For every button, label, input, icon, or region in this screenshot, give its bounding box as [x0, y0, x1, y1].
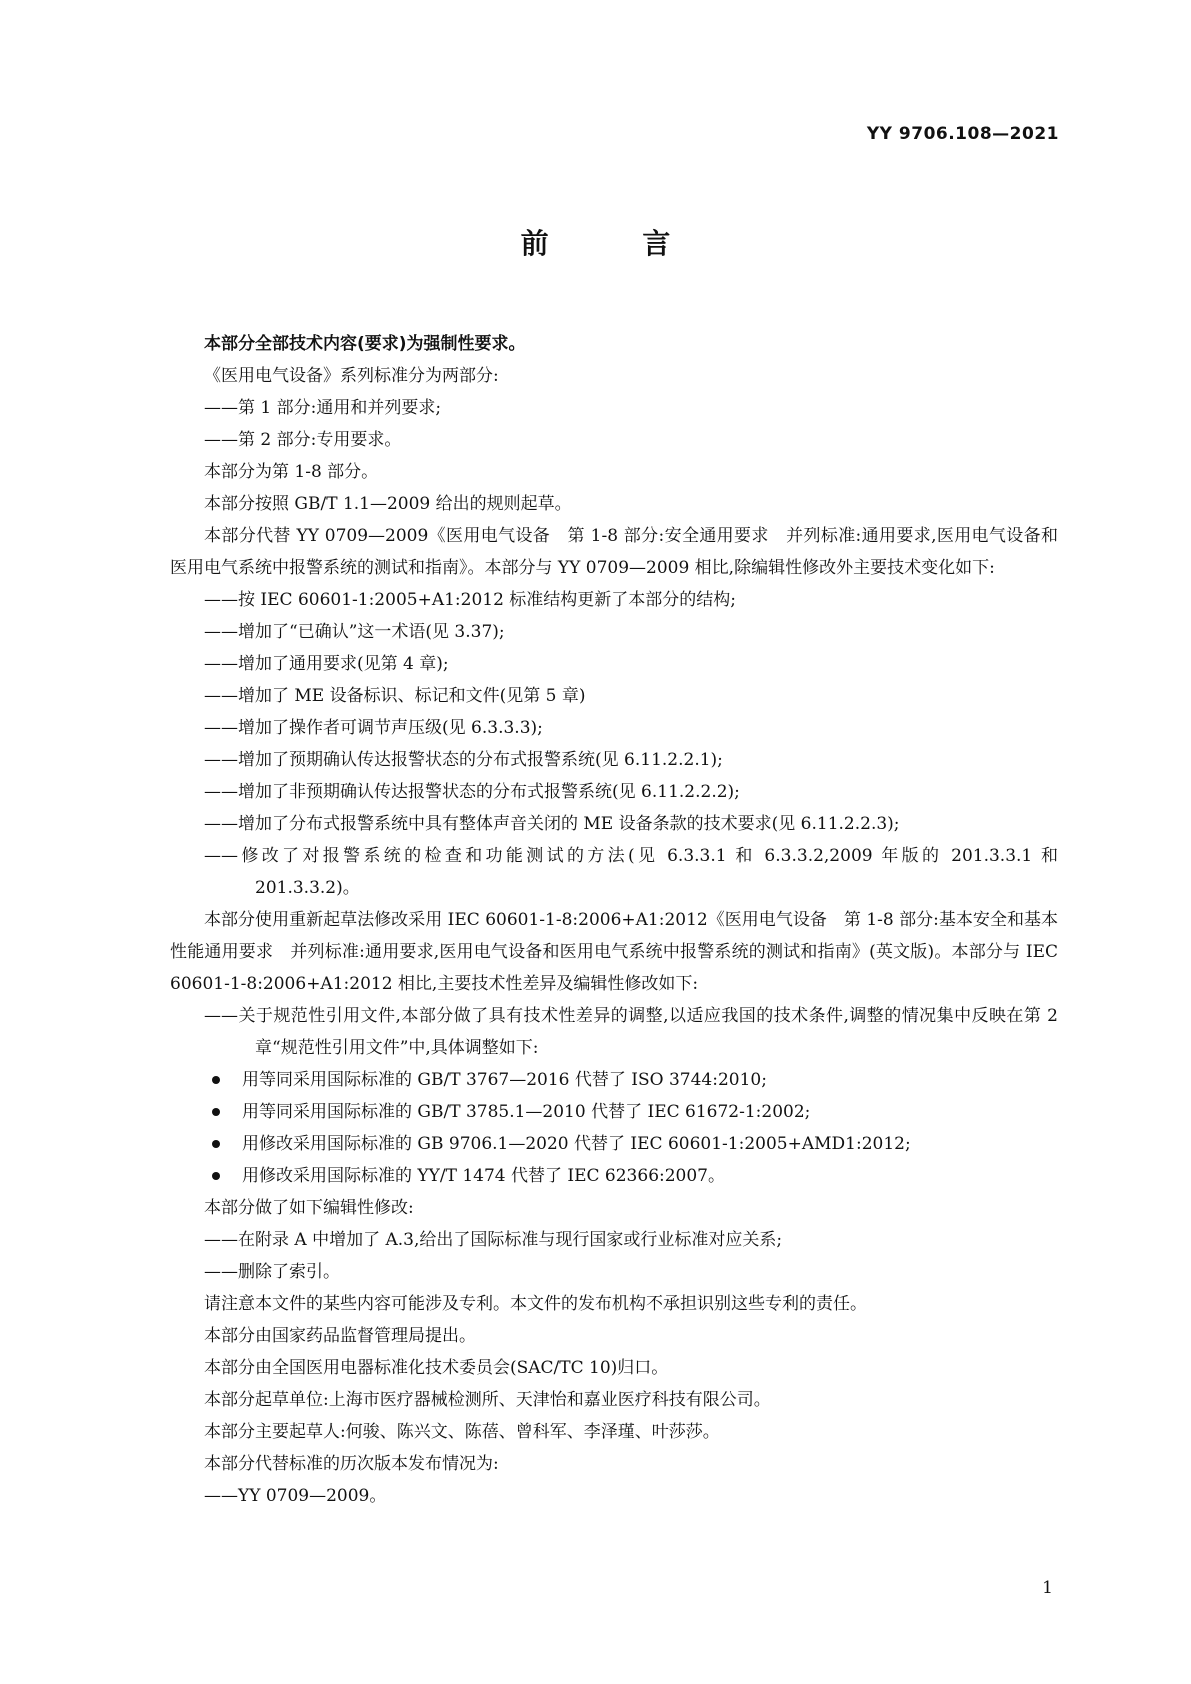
dash-list-item — [170, 584, 1058, 616]
dash-list-item — [170, 712, 1058, 744]
paragraph-text: ——增加了非预期确认传达报警状态的分布式报警系统(见 6.11.2.2.2); — [204, 782, 740, 802]
bullet-dot-icon — [212, 1076, 220, 1084]
paragraph-text: 本部分按照 GB/T 1.1—2009 给出的规则起草。 — [204, 494, 572, 514]
page-number: 1 — [1042, 1578, 1053, 1598]
paragraph-text: ——增加了通用要求(见第 4 章); — [204, 654, 449, 674]
paragraph — [170, 1448, 1058, 1480]
dash-list-item — [170, 1256, 1058, 1288]
mandatory-statement — [170, 328, 1058, 360]
paragraph — [170, 1384, 1058, 1416]
paragraph — [170, 488, 1058, 520]
paragraph-text: 本部分起草单位:上海市医疗器械检测所、天津怡和嘉业医疗科技有限公司。 — [204, 1390, 771, 1410]
paragraph-text: ——在附录 A 中增加了 A.3,给出了国际标准与现行国家或行业标准对应关系; — [204, 1230, 783, 1250]
dash-list-item — [170, 648, 1058, 680]
bullet-list-item — [170, 1160, 1058, 1192]
bullet-dot-icon — [212, 1108, 220, 1116]
paragraph-text: 本部分由国家药品监督管理局提出。 — [204, 1326, 476, 1346]
paragraph-text: 本部分由全国医用电器标准化技术委员会(SAC/TC 10)归口。 — [204, 1358, 669, 1378]
paragraph-text: ——增加了预期确认传达报警状态的分布式报警系统(见 6.11.2.2.1); — [204, 750, 723, 770]
dash-list-item — [170, 1000, 1058, 1064]
paragraph-text: 用修改采用国际标准的 GB 9706.1—2020 代替了 IEC 60601-1:2005+AMD1:2012; — [242, 1134, 911, 1154]
paragraph — [170, 456, 1058, 488]
paragraph-text: 本部分为第 1-8 部分。 — [204, 462, 379, 482]
standard-code: YY 9706.108—2021 — [866, 124, 1059, 144]
dash-list-item — [170, 680, 1058, 712]
paragraph-text: 请注意本文件的某些内容可能涉及专利。本文件的发布机构不承担识别这些专利的责任。 — [204, 1294, 867, 1314]
paragraph-text: 《医用电气设备》系列标准分为两部分: — [204, 366, 499, 386]
paragraph-text: ——按 IEC 60601-1:2005+A1:2012 标准结构更新了本部分的结构; — [204, 590, 737, 610]
paragraph-text: 本部分使用重新起草法修改采用 IEC 60601-1-8:2006+A1:2012《医用电气设备 第 1-8 部分:基本安全和基本性能通用要求 并列标准:通用要求,医用电气设备和医用电气系统中报警系统的测试和指南》(英文版)。本部分与 IEC 60601-1-8:2006+A1:2012 相比,主要技术性差异及编辑性修改如下: — [170, 910, 1058, 994]
paragraph-text: 用等同采用国际标准的 GB/T 3767—2016 代替了 ISO 3744:2010; — [242, 1070, 767, 1090]
paragraph — [170, 520, 1058, 584]
paragraph-text: ——增加了 ME 设备标识、标记和文件(见第 5 章) — [204, 686, 586, 706]
page-title: 前 言 — [520, 227, 713, 260]
paragraph — [170, 1320, 1058, 1352]
paragraph-text: 本部分代替 YY 0709—2009《医用电气设备 第 1-8 部分:安全通用要求 并列标准:通用要求,医用电气设备和医用电气系统中报警系统的测试和指南》。本部分与 YY 0709—2009 相比,除编辑性修改外主要技术变化如下: — [170, 526, 1058, 578]
paragraph-text: 用等同采用国际标准的 GB/T 3785.1—2010 代替了 IEC 61672-1:2002; — [242, 1102, 811, 1122]
paragraph-text: ——第 1 部分:通用和并列要求; — [204, 398, 442, 418]
paragraph — [170, 1352, 1058, 1384]
paragraph — [170, 904, 1058, 1000]
paragraph-text: 用修改采用国际标准的 YY/T 1474 代替了 IEC 62366:2007。 — [242, 1166, 725, 1186]
paragraph-text: ——增加了分布式报警系统中具有整体声音关闭的 ME 设备条款的技术要求(见 6.11.2.2.3); — [204, 814, 900, 834]
paragraph-text: ——增加了“已确认”这一术语(见 3.37); — [204, 622, 505, 642]
dash-list-item — [170, 424, 1058, 456]
paragraph-text: ——增加了操作者可调节声压级(见 6.3.3.3); — [204, 718, 543, 738]
paragraph-text: 本部分代替标准的历次版本发布情况为: — [204, 1454, 499, 1474]
dash-list-item — [170, 744, 1058, 776]
bullet-list-item — [170, 1096, 1058, 1128]
paragraph-text: ——删除了索引。 — [204, 1262, 340, 1282]
paragraph-text: ——第 2 部分:专用要求。 — [204, 430, 402, 450]
dash-list-item — [170, 1480, 1058, 1512]
paragraph-text: 本部分主要起草人:何骏、陈兴文、陈蓓、曾科军、李泽瑾、叶莎莎。 — [204, 1422, 720, 1442]
paragraph — [170, 360, 1058, 392]
paragraph — [170, 1416, 1058, 1448]
dash-list-item — [170, 808, 1058, 840]
bullet-dot-icon — [212, 1172, 220, 1180]
dash-list-item — [170, 616, 1058, 648]
paragraph — [170, 1192, 1058, 1224]
paragraph-text: 本部分全部技术内容(要求)为强制性要求。 — [204, 334, 526, 354]
foreword-body — [170, 328, 1058, 1512]
bullet-dot-icon — [212, 1140, 220, 1148]
bullet-list-item — [170, 1064, 1058, 1096]
dash-list-item — [170, 776, 1058, 808]
paragraph-text: 本部分做了如下编辑性修改: — [204, 1198, 414, 1218]
paragraph-text: ——修改了对报警系统的检查和功能测试的方法(见 6.3.3.1 和 6.3.3.2,2009 年版的 201.3.3.1 和 201.3.3.2)。 — [204, 846, 1058, 898]
dash-list-item — [170, 1224, 1058, 1256]
paragraph-text: ——关于规范性引用文件,本部分做了具有技术性差异的调整,以适应我国的技术条件,调整的情况集中反映在第 2 章“规范性引用文件”中,具体调整如下: — [204, 1006, 1058, 1058]
dash-list-item — [170, 840, 1058, 904]
paragraph-text: ——YY 0709—2009。 — [204, 1486, 387, 1506]
dash-list-item — [170, 392, 1058, 424]
paragraph — [170, 1288, 1058, 1320]
bullet-list-item — [170, 1128, 1058, 1160]
